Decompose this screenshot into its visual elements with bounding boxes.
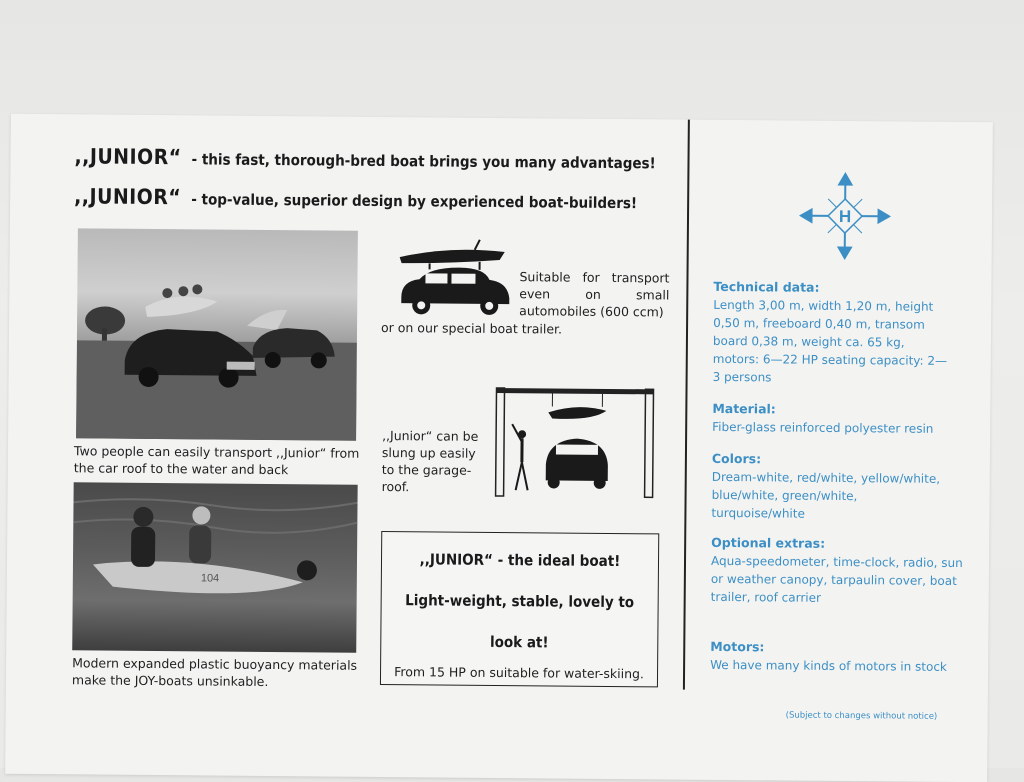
car-with-boat-illustration [389,237,520,328]
colors-text: Dream-white, red/white, yellow/white, blue/white, green/white, turquoise/white [711,468,951,524]
photo-people-on-boat [72,482,357,652]
trailer-text: or on our special boat trailer. [381,319,671,339]
colors-section [711,450,952,524]
material-section [712,400,972,438]
optional-extras-text: Aqua-speedometer, time-clock, radio, sun or weather canopy, tarpaulin cover, boat trailer, roof carrier [711,552,967,608]
headline-2-brand: ,,JUNIOR“ [74,184,181,209]
optional-extras-heading: Optional extras: [711,534,967,554]
material-heading: Material: [712,400,972,420]
motors-text: We have many kinds of motors in stock [710,656,950,676]
brochure-page [5,114,993,782]
svg-text:104: 104 [201,572,219,584]
box-line-3: look at! [381,628,657,657]
headline-1-text: - this fast, thorough-bred boat brings you many advantages! [192,150,656,172]
caption-photo-1: Two people can easily transport ,,Junior“ from the car roof to the water and back [74,442,364,479]
subject-to-change-notice: (Subject to changes without notice) [786,711,938,722]
caption-photo-2: Modern expanded plastic buoyancy materials make the JOY-boats unsinkable. [72,654,362,691]
photo-cars-with-boat [76,228,358,440]
column-divider [683,120,690,690]
garage-hoist-illustration [492,384,658,501]
technical-data-section [713,278,954,388]
transport-text: Suitable for transport even on small automobiles (600 ccm) [519,268,669,320]
logo-letter: H [839,207,851,226]
headline-1 [74,144,655,173]
motors-heading: Motors: [710,638,950,658]
technical-data-heading: Technical data: [713,278,953,298]
headline-2 [74,184,637,213]
box-footer: From 15 HP on suitable for water-skiing. [381,663,657,683]
motors-section [710,638,950,676]
optional-extras-section [711,534,968,608]
headline-1-brand: ,,JUNIOR“ [74,144,181,169]
box-line-2: Light-weight, stable, lovely to [382,587,658,616]
garage-text: ,,Junior“ can be slung up easily to the garage-roof. [382,427,493,496]
material-text: Fiber-glass reinforced polyester resin [712,418,972,438]
ideal-boat-box [380,531,659,687]
compass-h-logo-icon [798,171,893,262]
box-line-1: ,,JUNIOR“ - the ideal boat! [382,546,658,575]
colors-heading: Colors: [712,450,952,470]
headline-2-text: - top-value, superior design by experienced boat-builders! [191,190,637,212]
technical-data-text: Length 3,00 m, width 1,20 m, height 0,50 m, freeboard 0,40 m, transom board 0,38 m, weight ca. 65 kg, motors: 6—22 HP seating capacity: 2—3 persons [713,296,954,388]
